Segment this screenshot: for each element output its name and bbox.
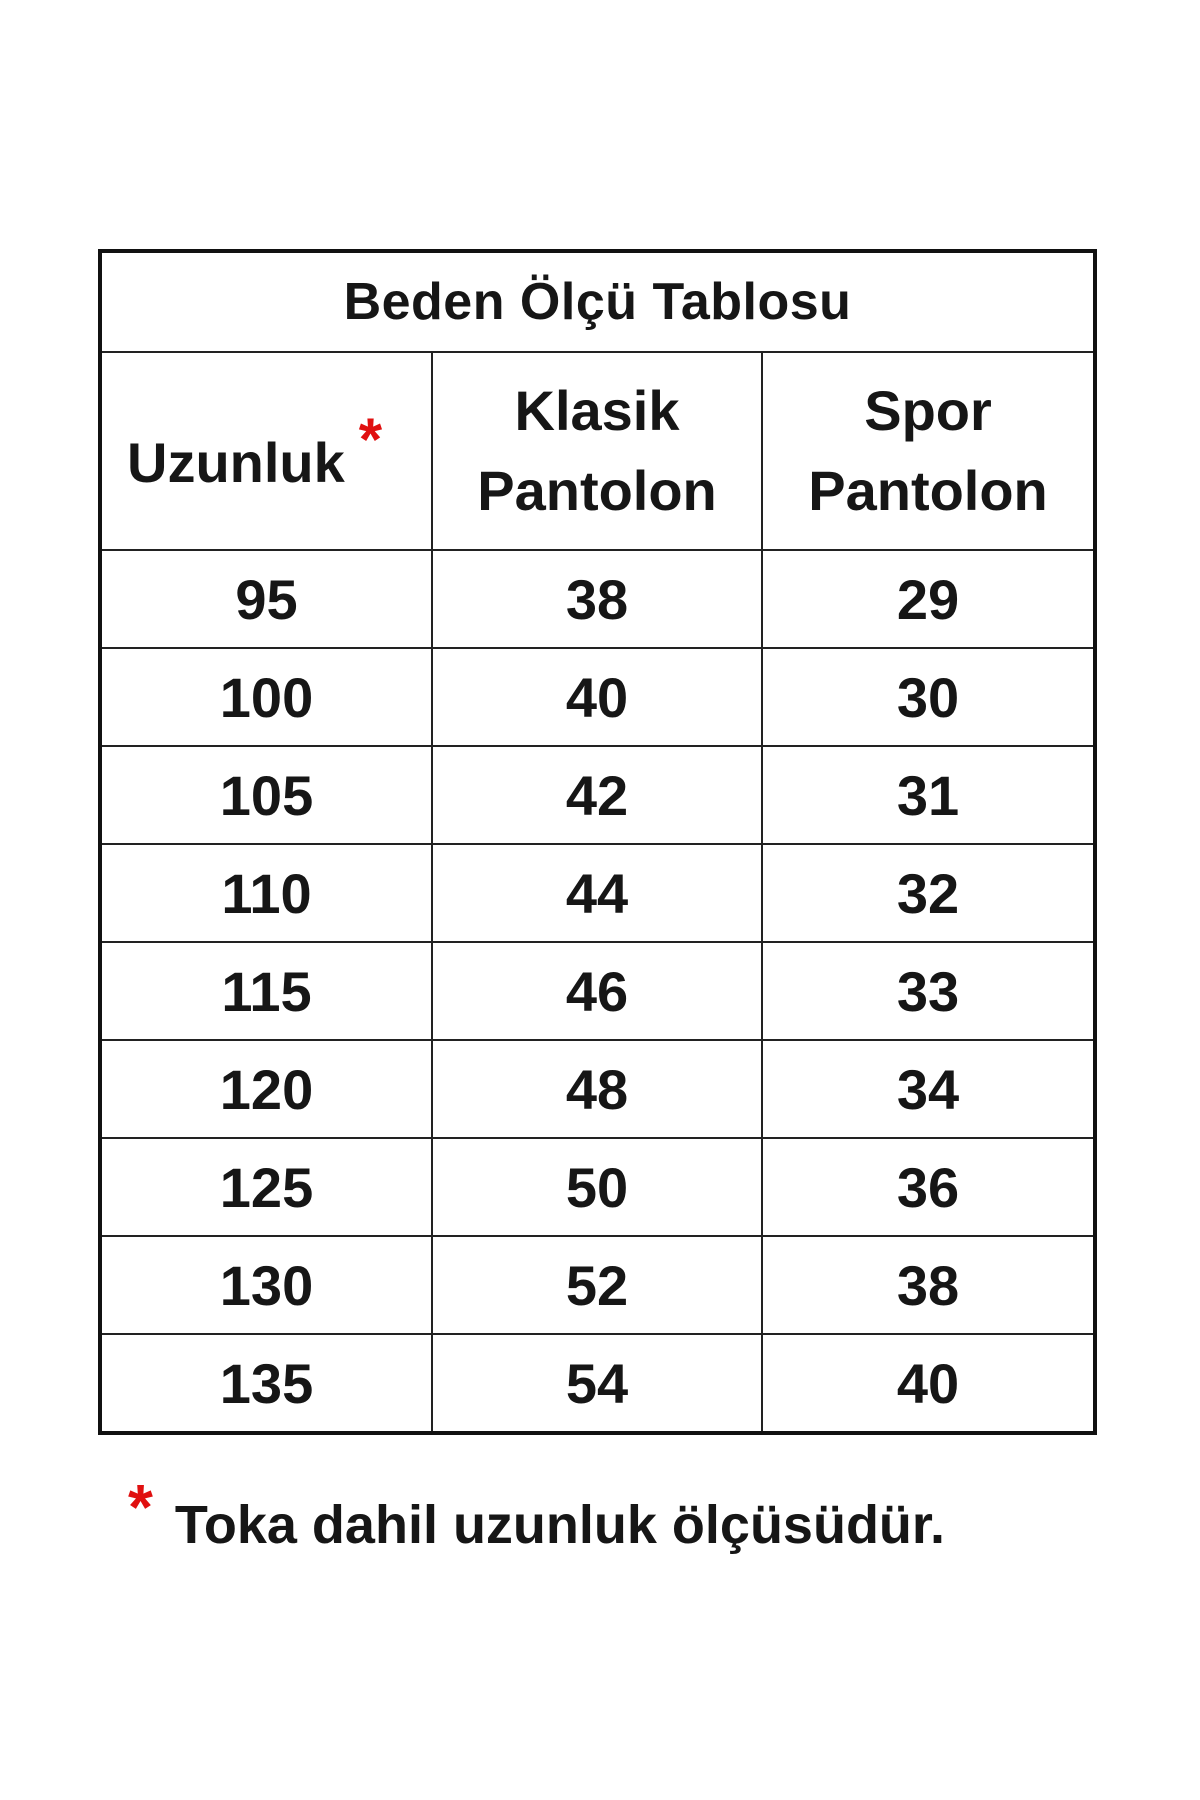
cell-sport-size: 29 — [762, 550, 1095, 648]
cell-length: 135 — [100, 1334, 432, 1433]
cell-sport-size: 36 — [762, 1138, 1095, 1236]
header-classic-line1: Klasik — [514, 379, 680, 442]
cell-classic-size: 44 — [432, 844, 762, 942]
cell-classic-size: 48 — [432, 1040, 762, 1138]
cell-classic-size: 52 — [432, 1236, 762, 1334]
cell-length: 130 — [100, 1236, 432, 1334]
cell-classic-size: 42 — [432, 746, 762, 844]
cell-length: 125 — [100, 1138, 432, 1236]
cell-sport-size: 32 — [762, 844, 1095, 942]
table-title-row — [100, 251, 1095, 352]
cell-sport-size: 34 — [762, 1040, 1095, 1138]
table-row — [100, 746, 1095, 844]
cell-sport-size: 38 — [762, 1236, 1095, 1334]
cell-classic-size: 46 — [432, 942, 762, 1040]
table-row — [100, 1334, 1095, 1433]
table-row — [100, 1040, 1095, 1138]
table-row — [100, 550, 1095, 648]
asterisk-marker: * — [358, 405, 383, 473]
table-body — [100, 550, 1095, 1433]
cell-sport-size: 30 — [762, 648, 1095, 746]
cell-classic-size: 54 — [432, 1334, 762, 1433]
header-length-label: Uzunluk — [127, 430, 345, 494]
cell-length: 115 — [100, 942, 432, 1040]
size-chart-table — [98, 249, 1097, 1435]
cell-length: 100 — [100, 648, 432, 746]
cell-classic-size: 40 — [432, 648, 762, 746]
header-length — [100, 352, 432, 550]
table-row — [100, 942, 1095, 1040]
cell-length: 95 — [100, 550, 432, 648]
cell-length: 120 — [100, 1040, 432, 1138]
footnote — [128, 1470, 945, 1556]
cell-sport-size: 31 — [762, 746, 1095, 844]
table-row — [100, 1138, 1095, 1236]
table-row — [100, 648, 1095, 746]
table-header-row — [100, 352, 1095, 550]
footnote-text: Toka dahil uzunluk ölçüsüdür. — [174, 1495, 945, 1555]
cell-sport-size: 40 — [762, 1334, 1095, 1433]
header-classic-line2: Pantolon — [477, 459, 717, 522]
table-row — [100, 844, 1095, 942]
cell-length: 105 — [100, 746, 432, 844]
header-classic-trousers — [432, 352, 762, 550]
cell-classic-size: 38 — [432, 550, 762, 648]
table-row — [100, 1236, 1095, 1334]
header-sport-trousers — [762, 352, 1095, 550]
cell-length: 110 — [100, 844, 432, 942]
footnote-asterisk: * — [128, 1471, 153, 1543]
header-sport-line2: Pantolon — [808, 459, 1048, 522]
cell-sport-size: 33 — [762, 942, 1095, 1040]
table-title: Beden Ölçü Tablosu — [100, 251, 1095, 352]
header-sport-line1: Spor — [864, 379, 992, 442]
cell-classic-size: 50 — [432, 1138, 762, 1236]
